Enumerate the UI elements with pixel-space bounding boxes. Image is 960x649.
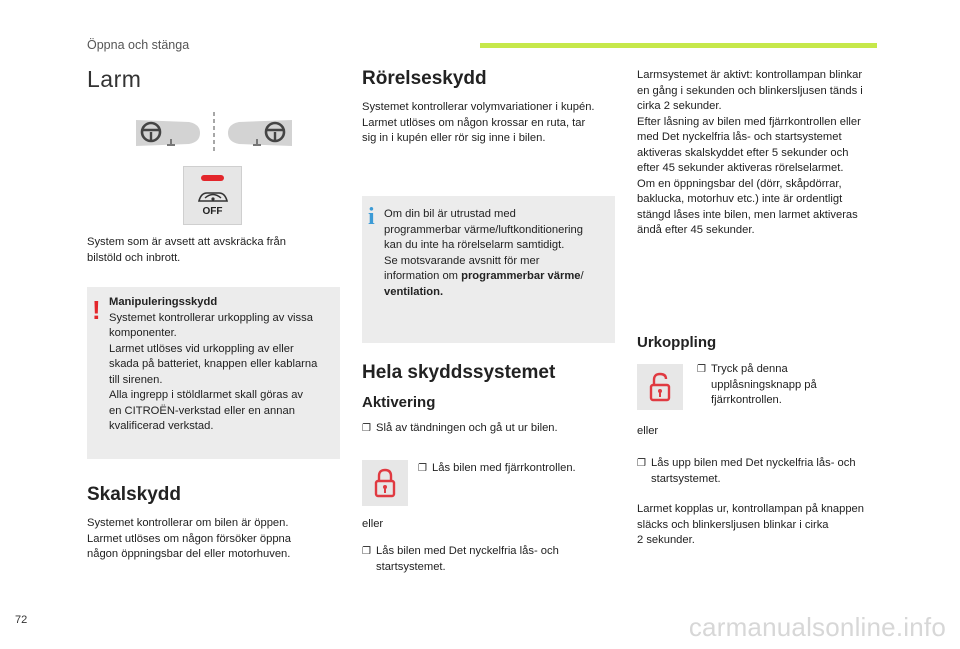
skalskydd-heading: Skalskydd — [87, 484, 181, 505]
deactivation-step-1: ❐ Tryck på denna upplåsningsknapp på fjärrkontrollen. — [697, 363, 817, 406]
activation-step-3: ❐ Lås bilen med Det nyckelfria lås- och startsystemet. — [362, 545, 559, 573]
or-text: eller — [362, 518, 384, 530]
larm-intro: System som är avsett att avskräcka från bilstöld och inbrott. — [87, 236, 286, 264]
warning-icon: ! — [92, 295, 101, 325]
deactivation-step-2: ❐ Lås upp bilen med Det nyckelfria lås- och startsystemet. — [637, 457, 856, 485]
lock-closed-icon — [374, 468, 396, 498]
skalskydd-text: Systemet kontrollerar om bilen är öppen. Larmet utlöses om någon försöker öppna någon öppningsbar del eller motorhuven. — [87, 517, 291, 560]
deactivation-result: Larmet kopplas ur, kontrollampan på knappen släcks och blinkersljusen blinkar i cirka 2 sekunder. — [637, 503, 864, 546]
activation-step-1: ❐ Slå av tändningen och gå ut ur bilen. — [362, 422, 558, 434]
car-interior-sensors-icon — [134, 112, 294, 154]
off-label: OFF — [202, 206, 223, 217]
hela-skyddssystemet-heading: Hela skyddssystemet — [362, 362, 556, 383]
unlock-button — [637, 364, 683, 410]
rorelseskydd-heading: Rörelseskydd — [362, 68, 487, 89]
warning-box: ! Manipuleringsskydd Systemet kontrollerar urkoppling av vissa komponenter. Larmet utlöses vid urkoppling av eller skada på batteriet, knappen eller kablarna till sirenen. Alla ingrepp i stöldlarmet skall göras av en CITROËN-verkstad eller en annan kvalificerad verkstad. — [87, 287, 340, 459]
watermark: carmanualsonline.info — [688, 612, 946, 642]
urkoppling-heading: Urkoppling — [637, 334, 717, 351]
lock-button — [362, 460, 408, 506]
info-box: i Om din bil är utrustad med programmerbar värme/luftkonditionering kan du inte ha rörelselarm samtidigt. Se motsvarande avsnitt för mer information om programmerbar värme/ ventilation. — [362, 196, 615, 343]
section-title: Öppna och stänga — [87, 38, 190, 52]
page-title: Larm — [87, 66, 142, 92]
alarm-off-button — [183, 166, 242, 225]
warning-title: Manipuleringsskydd — [109, 296, 218, 308]
or-text-2: eller — [637, 425, 659, 437]
alarm-off-button-icon — [197, 189, 229, 205]
lock-open-icon — [649, 372, 671, 402]
section-accent-bar — [480, 43, 877, 48]
activation-step-2: ❐ Lås bilen med fjärrkontrollen. — [418, 462, 576, 474]
rorelseskydd-text: Systemet kontrollerar volymvariationer i kupén. Larmet utlöses om någon krossar en ruta, tar sig in i kupén eller rör sig inne i bilen. — [362, 101, 595, 144]
info-icon: i — [368, 204, 375, 230]
alarm-active-text: Larmsystemet är aktivt: kontrollampan blinkar en gång i sekunden och blinkersljusen tänds i cirka 2 sekunder. Efter låsning av bilen med fjärrkontrollen eller med Det nyckelfria lås- och startsystemet aktiveras skalskyddet efter 5 sekunder och efter 45 sekunder aktiveras rörelselarmet. Om en öppningsbar del (dörr, skåpdörrar, baklucka, motorhuv etc.) inte är ordentligt stängd låses inte bilen, men larmet aktiveras ändå efter 45 sekunder. — [637, 69, 863, 236]
aktivering-heading: Aktivering — [362, 394, 436, 411]
page-number: 72 — [15, 614, 28, 626]
indicator-lamp — [201, 175, 224, 181]
